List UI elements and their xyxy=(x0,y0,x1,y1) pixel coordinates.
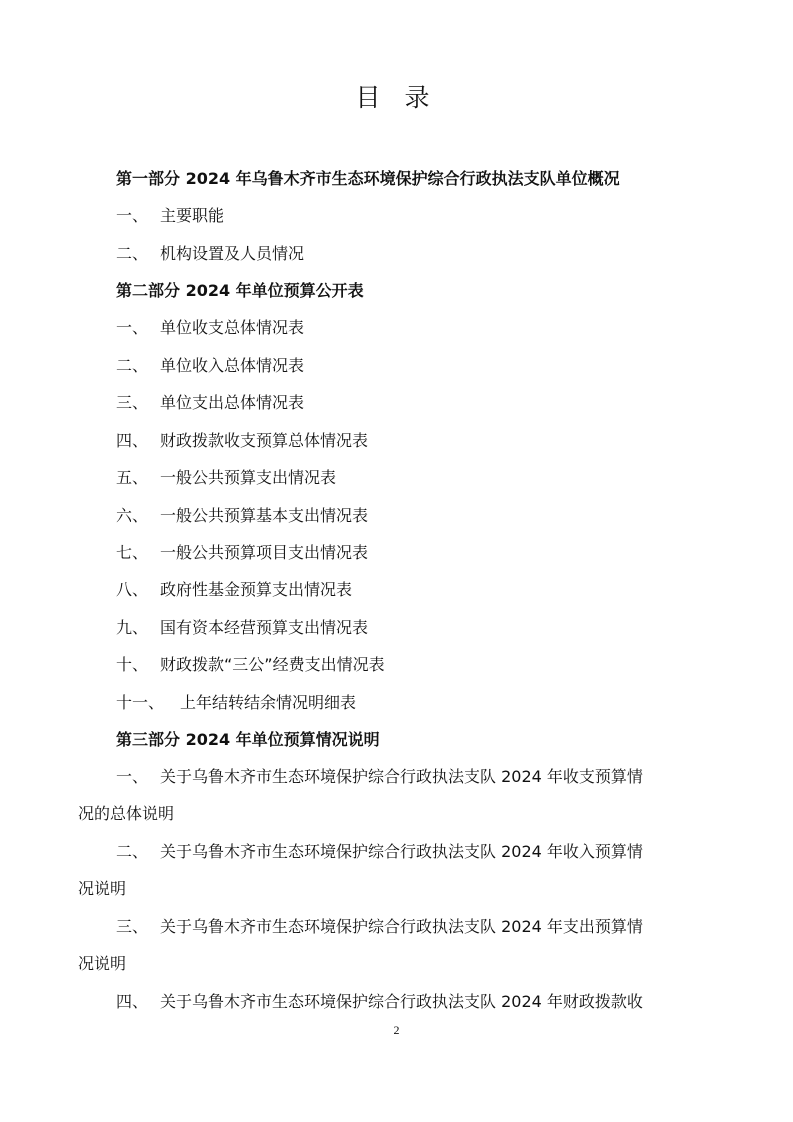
toc-item-continuation: 况说明 xyxy=(78,954,127,973)
toc-item-label: 关于乌鲁木齐市生态环境保护综合行政执法支队 2024 年收入预算情 xyxy=(160,842,643,861)
toc-item-label: 国有资本经营预算支出情况表 xyxy=(160,618,369,637)
toc-item-continuation: 况说明 xyxy=(78,879,127,898)
toc-item-label: 关于乌鲁木齐市生态环境保护综合行政执法支队 2024 年财政拨款收 xyxy=(160,992,643,1011)
toc-item-number: 二、 xyxy=(116,244,149,263)
toc-item xyxy=(116,316,304,340)
toc-item-number: 一、 xyxy=(116,767,149,786)
toc-item-number: 九、 xyxy=(116,618,149,637)
toc-item-label: 一般公共预算支出情况表 xyxy=(160,468,337,487)
toc-item-label: 关于乌鲁木齐市生态环境保护综合行政执法支队 2024 年支出预算情 xyxy=(160,917,643,936)
toc-item-number: 四、 xyxy=(116,992,149,1011)
toc-item xyxy=(116,691,356,715)
toc-item-label: 关于乌鲁木齐市生态环境保护综合行政执法支队 2024 年收支预算情 xyxy=(160,767,643,786)
toc-item xyxy=(116,354,304,378)
page-title: 目 录 xyxy=(355,83,438,112)
page-number: 2 xyxy=(393,1023,400,1037)
part1-heading: 第一部分 2024 年乌鲁木齐市生态环境保护综合行政执法支队单位概况 xyxy=(116,169,620,188)
toc-item-number: 二、 xyxy=(116,842,149,861)
toc-item-label: 单位支出总体情况表 xyxy=(160,393,305,412)
toc-item xyxy=(116,204,224,228)
part3-heading: 第三部分 2024 年单位预算情况说明 xyxy=(116,730,380,749)
toc-item-label: 上年结转结余情况明细表 xyxy=(180,693,357,712)
toc-item xyxy=(116,765,643,789)
toc-item-number: 十、 xyxy=(116,655,149,674)
toc-item xyxy=(116,541,368,565)
toc-item-number: 六、 xyxy=(116,506,149,525)
toc-item-number: 四、 xyxy=(116,431,149,450)
toc-item-number: 七、 xyxy=(116,543,149,562)
toc-item xyxy=(116,391,304,415)
toc-item-number: 八、 xyxy=(116,580,149,599)
toc-item-number: 一、 xyxy=(116,318,149,337)
toc-item-label: 政府性基金预算支出情况表 xyxy=(160,580,353,599)
toc-item xyxy=(116,504,368,528)
toc-item-label: 财政拨款收支预算总体情况表 xyxy=(160,431,369,450)
toc-item-label: 一般公共预算项目支出情况表 xyxy=(160,543,369,562)
toc-item xyxy=(116,578,352,602)
toc-item xyxy=(116,242,304,266)
toc-item-number: 一、 xyxy=(116,206,149,225)
toc-item-label: 一般公共预算基本支出情况表 xyxy=(160,506,369,525)
toc-item-label: 单位收支总体情况表 xyxy=(160,318,305,337)
toc-item-number: 三、 xyxy=(116,393,149,412)
toc-item-number: 二、 xyxy=(116,356,149,375)
toc-item-number: 五、 xyxy=(116,468,149,487)
toc-item-label: 机构设置及人员情况 xyxy=(160,244,305,263)
toc-item xyxy=(116,466,336,490)
toc-item xyxy=(116,616,368,640)
toc-item xyxy=(116,915,643,939)
toc-item-label: 财政拨款“三公”经费支出情况表 xyxy=(160,655,385,674)
toc-item xyxy=(116,840,643,864)
toc-item-continuation: 况的总体说明 xyxy=(78,804,175,823)
toc-item xyxy=(116,990,643,1014)
toc-item-label: 主要职能 xyxy=(160,206,225,225)
toc-item xyxy=(116,653,385,677)
part2-heading: 第二部分 2024 年单位预算公开表 xyxy=(116,281,364,300)
toc-item-label: 单位收入总体情况表 xyxy=(160,356,305,375)
toc-item-number: 十一、 xyxy=(116,693,165,712)
toc-item xyxy=(116,429,368,453)
toc-item-number: 三、 xyxy=(116,917,149,936)
